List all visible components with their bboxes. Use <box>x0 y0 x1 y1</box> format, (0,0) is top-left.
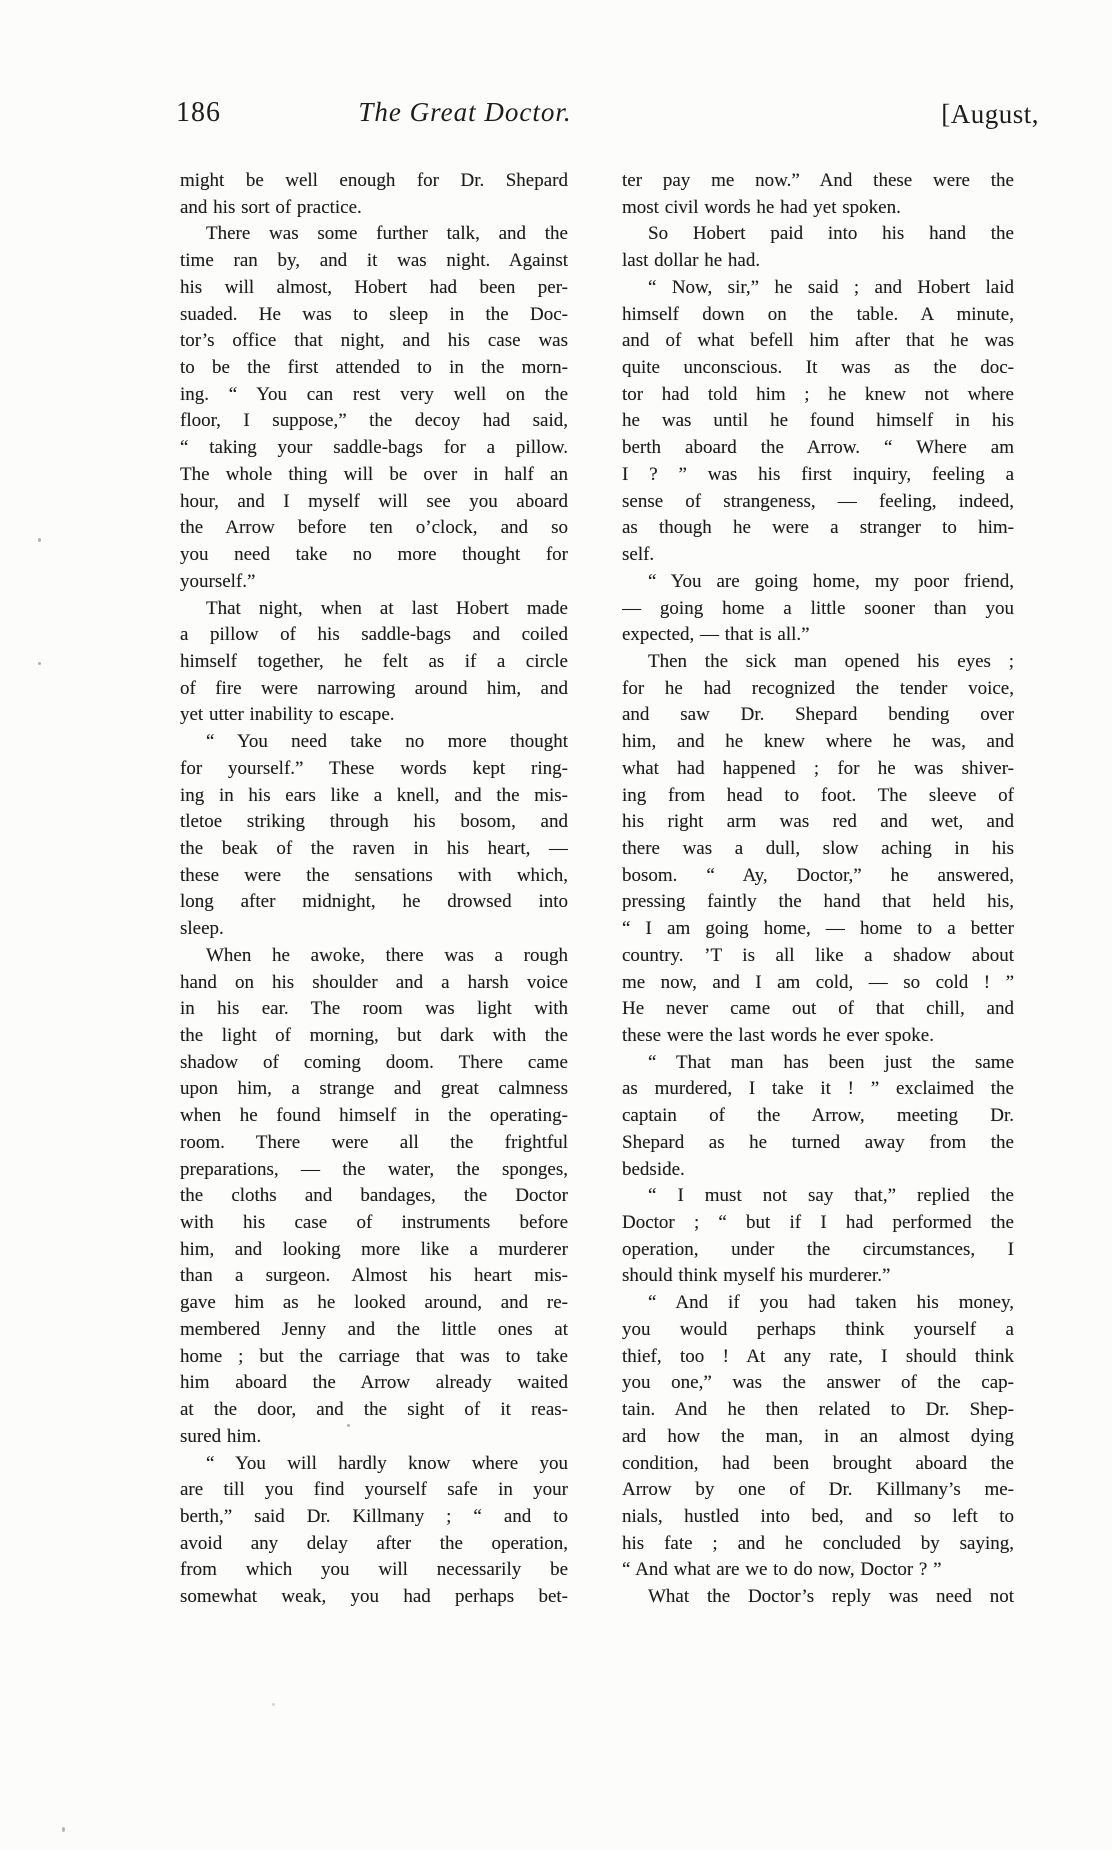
text-line: for he had recognized the tender voice, <box>622 677 1014 699</box>
left-text-column <box>180 168 568 1611</box>
text-line: the beak of the raven in his heart, — <box>180 837 568 859</box>
text-line: yet utter inability to escape. <box>180 704 395 726</box>
text-line: He never came out of that chill, and <box>622 998 1014 1020</box>
scan-speck <box>38 538 41 542</box>
text-line: himself together, he felt as if a circle <box>180 650 568 672</box>
text-line: him, and he knew where he was, and <box>622 731 1014 753</box>
text-line: Shepard as he turned away from the <box>622 1131 1014 1153</box>
text-line: avoid any delay after the operation, <box>180 1532 568 1554</box>
text-line: operation, under the circumstances, I <box>622 1238 1014 1260</box>
text-line: the Arrow before ten o’clock, and so <box>180 517 568 539</box>
text-line: these were the last words he ever spoke. <box>622 1025 934 1046</box>
text-line: floor, I suppose,” the decoy had said, <box>180 410 568 432</box>
text-line: membered Jenny and the little ones at <box>180 1318 568 1340</box>
text-line: his right arm was red and wet, and <box>622 811 1014 833</box>
text-line: berth aboard the Arrow. “ Where am <box>622 437 1014 459</box>
text-line: “ taking your saddle-bags for a pillow. <box>180 437 568 459</box>
text-line: last dollar he had. <box>622 250 761 272</box>
text-line: quite unconscious. It was as the doc- <box>622 357 1014 379</box>
scan-speck <box>272 1703 275 1706</box>
text-line: he was until he found himself in his <box>622 410 1014 432</box>
text-line: him aboard the Arrow already waited <box>180 1372 568 1394</box>
text-line: Then the sick man opened his eyes ; <box>648 650 1014 672</box>
text-line: berth,” said Dr. Killmany ; “ and to <box>180 1505 568 1527</box>
text-line: there was a dull, slow aching in his <box>622 837 1014 859</box>
text-line: home ; but the carriage that was to take <box>180 1345 568 1367</box>
text-line: captain of the Arrow, meeting Dr. <box>622 1105 1014 1127</box>
text-line: time ran by, and it was night. Against <box>180 250 568 272</box>
text-line: What the Doctor’s reply was need not <box>648 1586 1014 1608</box>
text-line: might be well enough for Dr. Shepard <box>180 170 568 191</box>
text-line: himself down on the table. A minute, <box>622 303 1014 325</box>
text-line: room. There were all the frightful <box>180 1131 568 1153</box>
text-line: sleep. <box>180 918 224 940</box>
text-line: than a surgeon. Almost his heart mis- <box>180 1265 568 1287</box>
text-line: as though he were a stranger to him- <box>622 517 1014 539</box>
text-line: “ And if you had taken his money, <box>648 1292 1014 1314</box>
text-line: “ You are going home, my poor friend, <box>648 570 1014 592</box>
text-line: yourself.” <box>180 570 256 592</box>
text-line: sense of strangeness, — feeling, indeed, <box>622 490 1014 512</box>
text-line: tletoe striking through his bosom, and <box>180 811 568 833</box>
text-line: ing. “ You can rest very well on the <box>180 383 568 405</box>
text-line: ing from head to foot. The sleeve of <box>622 784 1014 806</box>
text-line: bosom. “ Ay, Doctor,” he answered, <box>622 864 1014 886</box>
text-line: “ And what are we to do now, Doctor ? ” <box>622 1559 942 1581</box>
text-line: his fate ; and he concluded by saying, <box>622 1532 1014 1554</box>
text-line: me now, and I am cold, — so cold ! ” <box>622 971 1014 993</box>
running-title: The Great Doctor. <box>358 97 572 127</box>
text-line: “ Now, sir,” he said ; and Hobert laid <box>648 276 1014 298</box>
page-number: 186 <box>176 97 221 128</box>
text-line: at the door, and the sight of it reas- <box>180 1399 568 1421</box>
text-line: a pillow of his saddle-bags and coiled <box>180 624 568 646</box>
text-line: hour, and I myself will see you aboard <box>180 490 568 512</box>
text-line: and saw Dr. Shepard bending over <box>622 704 1014 726</box>
text-line: ard how the man, in an almost dying <box>622 1425 1014 1447</box>
text-line: upon him, a strange and great calmness <box>180 1078 568 1100</box>
text-line: most civil words he had yet spoken. <box>622 196 901 218</box>
text-line: “ You will hardly know where you <box>206 1452 568 1474</box>
scan-speck <box>38 662 41 665</box>
text-line: what had happened ; for he was shiver- <box>622 757 1014 779</box>
text-line: shadow of coming doom. There came <box>180 1051 568 1073</box>
text-line: to be the first attended to in the morn- <box>180 357 568 379</box>
right-text-column <box>622 168 1014 1611</box>
text-line: So Hobert paid into his hand the <box>648 223 1014 245</box>
text-line: him, and looking more like a murderer <box>180 1238 568 1260</box>
text-line: ter pay me now.” And these were the <box>622 170 1014 191</box>
text-line: preparations, — the water, the sponges, <box>180 1158 568 1180</box>
text-line: self. <box>622 544 655 566</box>
text-line: suaded. He was to sleep in the Doc- <box>180 303 568 325</box>
text-line: nials, hustled into bed, and so left to <box>622 1505 1014 1527</box>
text-line: That night, when at last Hobert made <box>206 597 568 619</box>
text-line: and of what befell him after that he was <box>622 330 1014 352</box>
text-line: Arrow by one of Dr. Killmany’s me- <box>622 1479 1014 1501</box>
text-line: should think myself his murderer.” <box>622 1265 891 1287</box>
text-line: “ You need take no more thought <box>206 731 568 753</box>
text-line: Doctor ; “ but if I had performed the <box>622 1212 1014 1234</box>
text-line: in his ear. The room was light with <box>180 998 568 1020</box>
text-line: ing in his ears like a knell, and the mis- <box>180 784 568 806</box>
text-line: for yourself.” These words kept ring- <box>180 757 568 779</box>
text-line: from which you will necessarily be <box>180 1559 568 1581</box>
running-header <box>0 0 1112 140</box>
text-line: and his sort of practice. <box>180 196 362 218</box>
text-line: tor’s office that night, and his case was <box>180 330 568 352</box>
text-line: “ I am going home, — home to a better <box>622 918 1014 940</box>
text-line: expected, — that is all.” <box>622 624 810 646</box>
scan-speck <box>62 1827 65 1832</box>
text-line: somewhat weak, you had perhaps bet- <box>180 1586 568 1608</box>
text-line: tain. And he then related to Dr. Shep- <box>622 1399 1014 1421</box>
text-line: the cloths and bandages, the Doctor <box>180 1185 568 1207</box>
text-line: you one,” was the answer of the cap- <box>622 1372 1014 1394</box>
text-line: sured him. <box>180 1425 262 1447</box>
text-line: condition, had been brought aboard the <box>622 1452 1014 1474</box>
text-line: — going home a little sooner than you <box>622 597 1014 619</box>
text-line: of fire were narrowing around him, and <box>180 677 568 699</box>
text-line: you would perhaps think yourself a <box>622 1318 1014 1340</box>
text-line: with his case of instruments before <box>180 1212 568 1234</box>
text-line: tor had told him ; he knew not where <box>622 383 1014 405</box>
text-line: long after midnight, he drowsed into <box>180 891 568 913</box>
text-line: country. ’T is all like a shadow about <box>622 944 1014 966</box>
text-line: the light of morning, but dark with the <box>180 1025 568 1046</box>
text-line: pressing faintly the hand that held his, <box>622 891 1014 913</box>
text-line: The whole thing will be over in half an <box>180 463 568 485</box>
text-line: hand on his shoulder and a harsh voice <box>180 971 568 993</box>
text-line: these were the sensations with which, <box>180 864 568 886</box>
text-line: you need take no more thought for <box>180 544 568 566</box>
text-line: When he awoke, there was a rough <box>206 944 568 966</box>
text-line: “ That man has been just the same <box>648 1051 1014 1073</box>
text-line: I ? ” was his first inquiry, feeling a <box>622 463 1014 485</box>
text-line: when he found himself in the operating- <box>180 1105 568 1127</box>
text-line: thief, too ! At any rate, I should think <box>622 1345 1014 1367</box>
text-line: are till you find yourself safe in your <box>180 1479 568 1501</box>
text-line: his will almost, Hobert had been per- <box>180 276 568 298</box>
text-line: bedside. <box>622 1158 685 1180</box>
issue-month-label: [August, <box>941 99 1039 129</box>
scan-speck <box>347 1424 350 1427</box>
text-line: gave him as he looked around, and re- <box>180 1292 568 1314</box>
text-line: as murdered, I take it ! ” exclaimed the <box>622 1078 1014 1100</box>
text-line: There was some further talk, and the <box>206 223 568 245</box>
text-line: “ I must not say that,” replied the <box>648 1185 1014 1207</box>
